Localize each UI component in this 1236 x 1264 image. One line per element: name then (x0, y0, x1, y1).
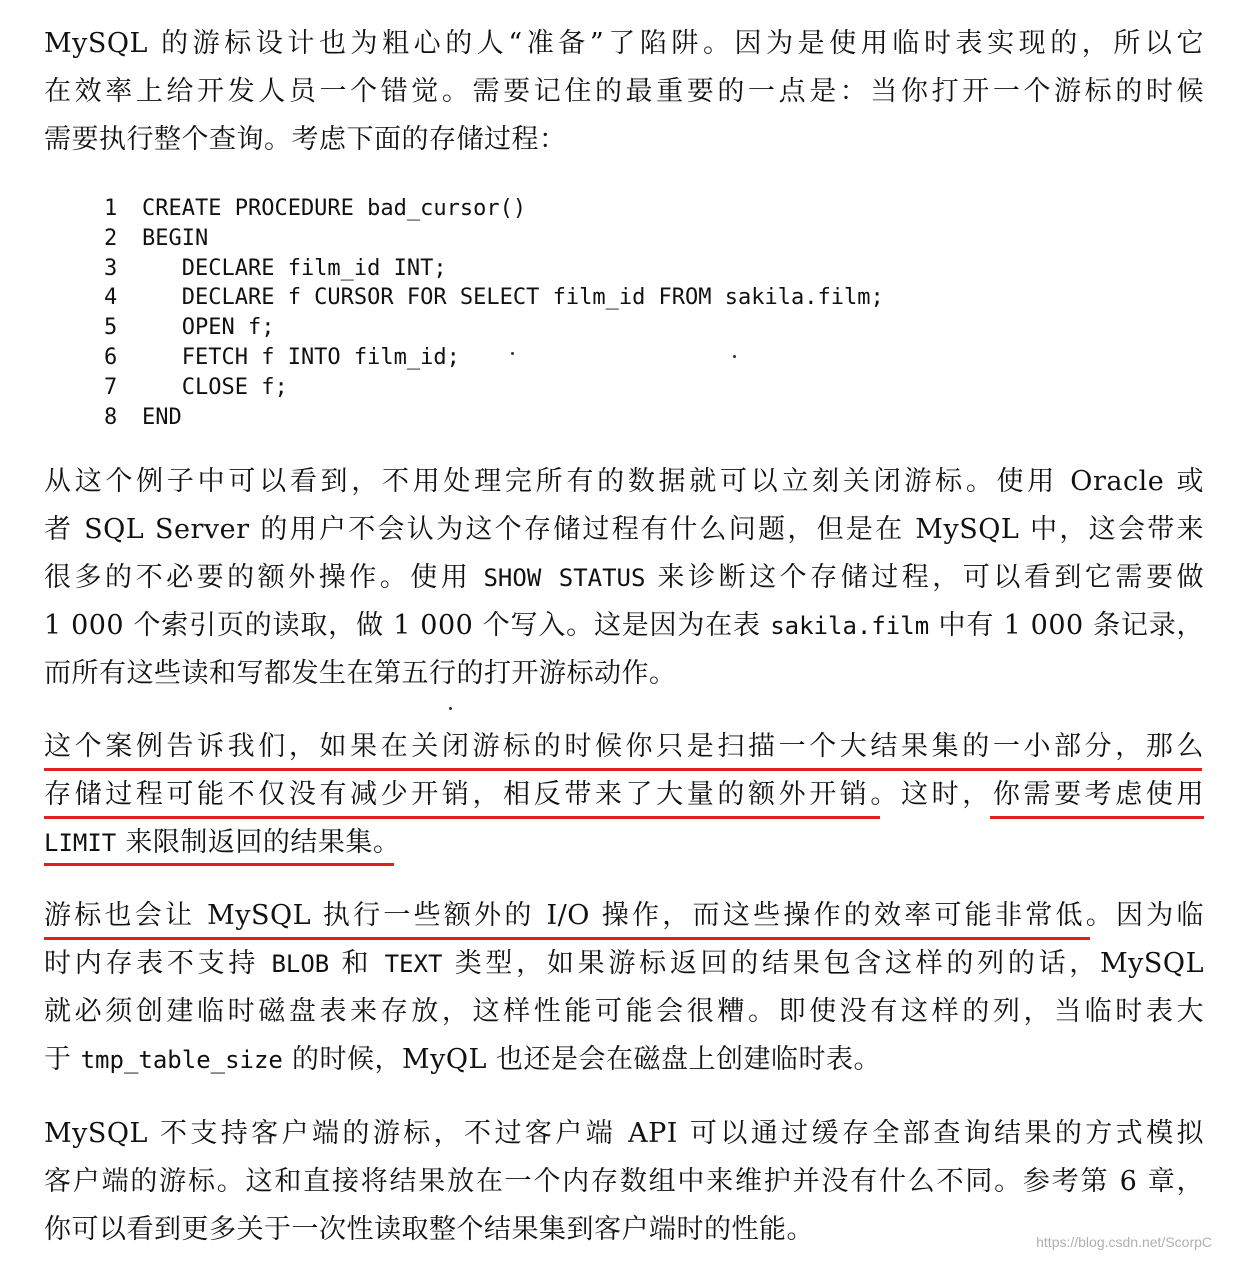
inline-code: LIMIT (44, 829, 117, 857)
code-line (104, 343, 884, 373)
code-block (104, 194, 884, 432)
code-line (104, 224, 884, 254)
inline-code: SHOW STATUS (483, 564, 646, 592)
code-line-number: 5 (104, 315, 118, 341)
text-run: 于 (44, 1044, 81, 1075)
paragraph-2-line-1: 从这个例子中可以看到，不用处理完所有的数据就可以立刻关闭游标。使用 Oracle 或 (44, 466, 1204, 497)
text-run: 和 (329, 948, 385, 979)
paragraph-2-line-3 (44, 558, 1204, 598)
text-run: 来限制返回的结果集。 (116, 827, 401, 858)
code-line-number: 6 (104, 344, 118, 370)
text-run: 来诊断这个存储过程，可以看到它需要做 (645, 562, 1204, 593)
text-run: 类型，如果游标返回的结果包含这样的列的话，MySQL (442, 948, 1204, 979)
inline-code: TEXT (384, 950, 443, 978)
paragraph-5-line-2: 客户端的游标。这和直接将结果放在一个内存数组中来维护并没有什么不同。参考第 6 章， (44, 1166, 1204, 1197)
text-run: 时内存表不支持 (44, 948, 272, 979)
code-line-number: 8 (104, 404, 118, 430)
paragraph-2-line-2: 者 SQL Server 的用户不会认为这个存储过程有什么问题，但是在 MySQL 中，这会带来 (44, 514, 1204, 545)
code-line-text: END (142, 404, 182, 430)
code-line-text: CLOSE f; (142, 374, 288, 400)
print-speck (449, 707, 452, 710)
paragraph-4-line-4 (44, 1040, 1204, 1080)
code-line (104, 283, 884, 313)
code-line (104, 254, 884, 284)
paragraph-3-line-3 (44, 823, 1204, 863)
code-line (104, 313, 884, 343)
text-run: 1 000 个索引页的读取，做 1 000 个写入。这是因为在表 (44, 610, 771, 641)
paragraph-5-line-1: MySQL 不支持客户端的游标，不过客户端 API 可以通过缓存全部查询结果的方式模拟 (44, 1118, 1204, 1149)
code-line-text: DECLARE f CURSOR FOR SELECT film_id FROM sakila.film; (142, 285, 884, 311)
text-run: 很多的不必要的额外操作。使用 (44, 562, 484, 593)
paragraph-1-line-3: 需要执行整个查询。考虑下面的存储过程： (44, 124, 567, 155)
code-line-text: CREATE PROCEDURE bad_cursor() (142, 196, 527, 221)
watermark: https://blog.csdn.net/ScorpC (1036, 1234, 1212, 1250)
code-line-number: 4 (104, 285, 118, 311)
paragraph-4-line-1: 游标也会让 MySQL 执行一些额外的 I/O 操作，而这些操作的效率可能非常低。因为临 (44, 900, 1204, 931)
inline-code: tmp_table_size (80, 1046, 283, 1074)
paragraph-2-line-5: 而所有这些读和写都发生在第五行的打开游标动作。 (44, 658, 677, 689)
text-run: 中有 1 000 条记录， (929, 610, 1204, 641)
annotation-underline (44, 863, 394, 866)
paragraph-4-line-3: 就必须创建临时磁盘表来存放，这样性能可能会很糟。即使没有这样的列，当临时表大 (44, 996, 1204, 1027)
code-line-text: DECLARE film_id INT; (142, 255, 447, 281)
inline-code: BLOB (271, 950, 330, 978)
print-speck (511, 352, 514, 355)
print-speck (733, 355, 736, 358)
paragraph-3-line-2: 存储过程可能不仅没有减少开销，相反带来了大量的额外开销。这时，你需要考虑使用 (44, 779, 1204, 810)
paragraph-5-line-3: 你可以看到更多关于一次性读取整个结果集到客户端时的性能。 (44, 1214, 814, 1245)
code-line-text: FETCH f INTO film_id; (142, 344, 460, 370)
code-line (104, 373, 884, 403)
paragraph-2-line-4 (44, 606, 1204, 646)
code-line-text: OPEN f; (142, 315, 275, 341)
text-run: 的时候，MyQL 也还是会在磁盘上创建临时表。 (282, 1044, 882, 1075)
code-line (104, 194, 884, 224)
code-line-number: 2 (104, 225, 118, 251)
paragraph-1-line-2: 在效率上给开发人员一个错觉。需要记住的最重要的一点是：当你打开一个游标的时候 (44, 76, 1204, 107)
annotation-underline (44, 768, 1202, 771)
code-line-number: 3 (104, 255, 118, 281)
code-line-text: BEGIN (142, 225, 209, 251)
paragraph-1-line-1: MySQL 的游标设计也为粗心的人“准备”了陷阱。因为是使用临时表实现的，所以它 (44, 28, 1204, 59)
paragraph-3-line-1: 这个案例告诉我们，如果在关闭游标的时候你只是扫描一个大结果集的一小部分，那么 (44, 731, 1204, 762)
annotation-underline (990, 816, 1204, 819)
annotation-underline (44, 937, 1090, 940)
paragraph-4-line-2 (44, 944, 1204, 984)
code-line (104, 403, 884, 433)
inline-code: sakila.film (770, 612, 930, 640)
code-line-number: 1 (104, 196, 118, 221)
code-line-number: 7 (104, 374, 118, 400)
annotation-underline (44, 816, 880, 819)
